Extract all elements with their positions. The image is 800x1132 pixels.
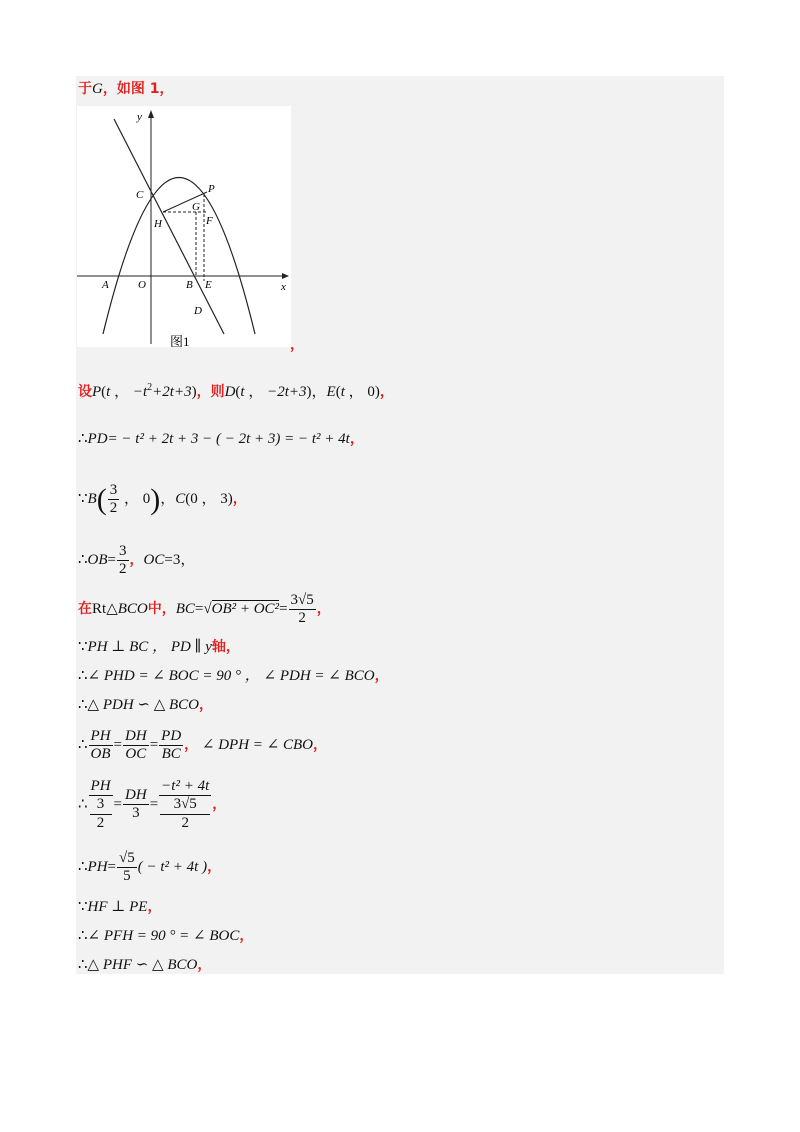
line-6: 在Rt△BCO中，BC=√OB² + OC²= $\frac{3√5}{2}$ ， bbox=[78, 592, 331, 627]
line-8: ∴∠ PHD = ∠ BOC = 90 ° ， ∠ PDH = ∠ BCO， bbox=[78, 668, 389, 684]
text-yu: 于 bbox=[78, 81, 92, 97]
line-4: ∵B( $\frac{3}{2}$ ， 0)，C(0 ， 3)， bbox=[78, 482, 247, 517]
x-axis-arrow bbox=[282, 273, 289, 279]
label-G: G bbox=[192, 201, 200, 213]
label-B: B bbox=[186, 279, 193, 291]
line-10: ∴ $\frac{PH}{OB}$ = $\frac{DH}{OC}$ = $\frac{PD}{BC}$ ， ∠ DPH = ∠ CBO， bbox=[78, 728, 327, 763]
line-15: ∴△ PHF ∽ △ BCO， bbox=[78, 957, 212, 973]
line-3: ∴PD= − t² + 2t + 3 − ( − 2t + 3) = − t² + 4t， bbox=[78, 431, 364, 447]
text-rutu: ，如图 1， bbox=[102, 81, 174, 97]
label-P: P bbox=[208, 183, 215, 195]
line-12: ∴PH= $\frac{√5}{5}$ ( − t² + 4t )， bbox=[78, 850, 222, 885]
figure-trail: ， bbox=[290, 337, 304, 353]
label-H: H bbox=[154, 218, 162, 230]
var-G: G bbox=[92, 81, 103, 97]
fraction-3-2: $\frac{3}{2}$ bbox=[109, 482, 118, 517]
label-y: y bbox=[137, 111, 142, 123]
label-A: A bbox=[102, 279, 109, 291]
label-x: x bbox=[281, 281, 286, 293]
label-D: D bbox=[194, 305, 202, 317]
figure-caption: 图1 bbox=[170, 334, 190, 347]
line-1 bbox=[78, 82, 173, 97]
line-2: 设P(t ， $-t^2+2t+3$)，则D(t ， −2t+3)，E(t ， 0)， bbox=[78, 382, 394, 400]
label-E: E bbox=[205, 279, 212, 291]
label-O: O bbox=[138, 279, 146, 291]
line-5: ∴OB= $\frac{3}{2}$ ，OC=3， bbox=[78, 543, 196, 578]
line-11: ∴ PH 3 2 = $\frac{DH}{3}$ = −t² + 4t 3√5 2 ， bbox=[78, 778, 227, 831]
line-14: ∴∠ PFH = 90 ° = ∠ BOC， bbox=[78, 928, 254, 944]
line-13: ∵HF ⊥ PE， bbox=[78, 899, 162, 915]
line-7: ∵PH ⊥ BC ， PD ∥ y轴， bbox=[78, 639, 240, 655]
label-F: F bbox=[206, 215, 213, 227]
parabola bbox=[103, 178, 255, 335]
y-axis-arrow bbox=[148, 110, 154, 118]
label-C: C bbox=[136, 189, 144, 201]
figure-1-svg bbox=[77, 106, 291, 347]
segment-ph bbox=[163, 192, 207, 212]
figure-1 bbox=[77, 106, 291, 347]
line-9: ∴△ PDH ∽ △ BCO， bbox=[78, 697, 214, 713]
